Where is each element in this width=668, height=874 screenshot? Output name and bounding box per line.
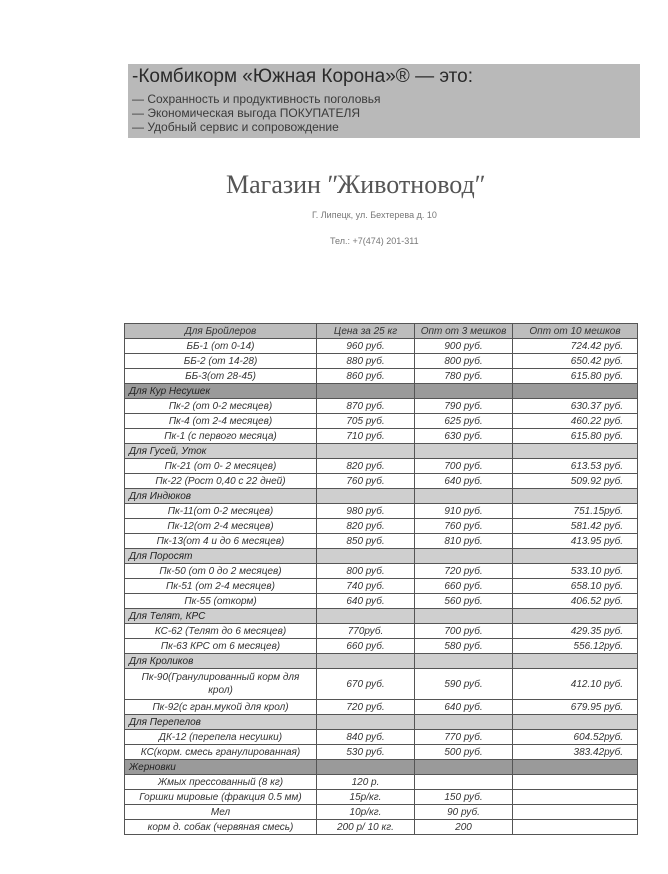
price-cell: 980 руб. bbox=[317, 504, 415, 519]
wholesale-3-cell: 810 руб. bbox=[415, 534, 513, 549]
table-row bbox=[125, 579, 638, 594]
section-label: Для Поросят bbox=[125, 549, 317, 564]
table-row bbox=[125, 534, 638, 549]
product-name-cell: ББ-2 (от 14-28) bbox=[125, 354, 317, 369]
table-row bbox=[125, 369, 638, 384]
wholesale-3-cell: 760 руб. bbox=[415, 519, 513, 534]
product-name-cell: Пк-51 (от 2-4 месяцев) bbox=[125, 579, 317, 594]
wholesale-3-cell: 625 руб. bbox=[415, 414, 513, 429]
price-cell: 15р/кг. bbox=[317, 790, 415, 805]
header-wholesale-10: Опт от 10 мешков bbox=[513, 324, 638, 339]
wholesale-3-cell: 660 руб. bbox=[415, 579, 513, 594]
section-header-cell bbox=[513, 609, 638, 624]
price-cell: 720 руб. bbox=[317, 700, 415, 715]
wholesale-3-cell: 720 руб. bbox=[415, 564, 513, 579]
table-row bbox=[125, 790, 638, 805]
wholesale-3-cell: 900 руб. bbox=[415, 339, 513, 354]
banner-title: -Комбикорм «Южная Корона»® — это: bbox=[132, 66, 473, 87]
table-row bbox=[125, 669, 638, 700]
header-category: Для Бройлеров bbox=[125, 324, 317, 339]
banner-line: — Сохранность и продуктивность поголовья bbox=[132, 92, 381, 106]
wholesale-10-cell: 413.95 руб. bbox=[513, 534, 638, 549]
price-cell: 880 руб. bbox=[317, 354, 415, 369]
wholesale-3-cell: 500 руб. bbox=[415, 745, 513, 760]
section-header-cell bbox=[415, 609, 513, 624]
wholesale-10-cell bbox=[513, 820, 638, 835]
product-name-cell: Пк-63 КРС от 6 месяцев) bbox=[125, 639, 317, 654]
section-header-cell bbox=[513, 549, 638, 564]
section-header-cell bbox=[415, 654, 513, 669]
table-row bbox=[125, 519, 638, 534]
price-cell: 670 руб. bbox=[317, 669, 415, 700]
table-row bbox=[125, 805, 638, 820]
section-header-cell bbox=[513, 489, 638, 504]
wholesale-10-cell: 615.80 руб. bbox=[513, 369, 638, 384]
wholesale-10-cell: 613.53 руб. bbox=[513, 459, 638, 474]
product-name-cell: Пк-11(от 0-2 месяцев) bbox=[125, 504, 317, 519]
section-header-cell bbox=[513, 384, 638, 399]
table-row bbox=[125, 429, 638, 444]
promo-banner bbox=[128, 64, 640, 138]
wholesale-3-cell: 90 руб. bbox=[415, 805, 513, 820]
shop-address: Г. Липецк, ул. Бехтерева д. 10 bbox=[312, 210, 437, 220]
table-row bbox=[125, 564, 638, 579]
product-name-cell: Пк-92(с гран.мукой для крол) bbox=[125, 700, 317, 715]
section-header-cell bbox=[415, 715, 513, 730]
wholesale-10-cell: 615.80 руб. bbox=[513, 429, 638, 444]
section-label: Для Кроликов bbox=[125, 654, 317, 669]
wholesale-3-cell: 580 руб. bbox=[415, 639, 513, 654]
wholesale-10-cell: 460.22 руб. bbox=[513, 414, 638, 429]
wholesale-3-cell: 560 руб. bbox=[415, 594, 513, 609]
product-name-cell: Мел bbox=[125, 805, 317, 820]
table-row bbox=[125, 820, 638, 835]
section-header-row bbox=[125, 654, 638, 669]
wholesale-3-cell: 630 руб. bbox=[415, 429, 513, 444]
table-row bbox=[125, 354, 638, 369]
wholesale-3-cell: 790 руб. bbox=[415, 399, 513, 414]
product-name-cell: Пк-4 (от 2-4 месяцев) bbox=[125, 414, 317, 429]
price-cell: 740 руб. bbox=[317, 579, 415, 594]
product-name-cell: Пк-21 (от 0- 2 месяцев) bbox=[125, 459, 317, 474]
product-name-cell: Пк-1 (с первого месяца) bbox=[125, 429, 317, 444]
table-row bbox=[125, 624, 638, 639]
table-row bbox=[125, 745, 638, 760]
section-label: Жерновки bbox=[125, 760, 317, 775]
table-row bbox=[125, 414, 638, 429]
wholesale-10-cell: 406.52 руб. bbox=[513, 594, 638, 609]
section-header-row bbox=[125, 444, 638, 459]
wholesale-10-cell: 509.92 руб. bbox=[513, 474, 638, 489]
price-cell: 800 руб. bbox=[317, 564, 415, 579]
header-price: Цена за 25 кг bbox=[317, 324, 415, 339]
product-name-cell: ББ-1 (от 0-14) bbox=[125, 339, 317, 354]
price-cell: 870 руб. bbox=[317, 399, 415, 414]
section-header-row bbox=[125, 384, 638, 399]
wholesale-10-cell: 412.10 руб. bbox=[513, 669, 638, 700]
wholesale-10-cell bbox=[513, 790, 638, 805]
price-cell: 860 руб. bbox=[317, 369, 415, 384]
price-cell: 120 р. bbox=[317, 775, 415, 790]
wholesale-10-cell: 581.42 руб. bbox=[513, 519, 638, 534]
wholesale-10-cell: 383.42руб. bbox=[513, 745, 638, 760]
table-row bbox=[125, 459, 638, 474]
table-row bbox=[125, 399, 638, 414]
wholesale-3-cell bbox=[415, 775, 513, 790]
price-cell: 820 руб. bbox=[317, 459, 415, 474]
product-name-cell: Пк-2 (от 0-2 месяцев) bbox=[125, 399, 317, 414]
section-header-cell bbox=[415, 384, 513, 399]
wholesale-3-cell: 700 руб. bbox=[415, 624, 513, 639]
price-table bbox=[124, 323, 638, 835]
section-header-cell bbox=[415, 444, 513, 459]
wholesale-10-cell: 604.52руб. bbox=[513, 730, 638, 745]
shop-title: Магазин ʺЖивотноводʺ bbox=[226, 170, 485, 199]
table-row bbox=[125, 594, 638, 609]
price-cell: 840 руб. bbox=[317, 730, 415, 745]
section-header-row bbox=[125, 760, 638, 775]
table-header-row bbox=[125, 324, 638, 339]
product-name-cell: корм д. собак (червяная смесь) bbox=[125, 820, 317, 835]
price-cell: 660 руб. bbox=[317, 639, 415, 654]
price-cell: 760 руб. bbox=[317, 474, 415, 489]
wholesale-3-cell: 770 руб. bbox=[415, 730, 513, 745]
wholesale-10-cell bbox=[513, 775, 638, 790]
section-header-cell bbox=[317, 715, 415, 730]
table-row bbox=[125, 700, 638, 715]
wholesale-3-cell: 640 руб. bbox=[415, 700, 513, 715]
product-name-cell: Пк-12(от 2-4 месяцев) bbox=[125, 519, 317, 534]
price-cell: 850 руб. bbox=[317, 534, 415, 549]
section-header-row bbox=[125, 609, 638, 624]
section-header-cell bbox=[513, 654, 638, 669]
section-header-cell bbox=[317, 489, 415, 504]
wholesale-10-cell: 429.35 руб. bbox=[513, 624, 638, 639]
product-name-cell: Пк-22 (Рост 0,40 с 22 дней) bbox=[125, 474, 317, 489]
product-name-cell: Пк-55 (откорм) bbox=[125, 594, 317, 609]
table-row bbox=[125, 639, 638, 654]
product-name-cell: Пк-50 (от 0 до 2 месяцев) bbox=[125, 564, 317, 579]
section-header-cell bbox=[317, 549, 415, 564]
section-header-cell bbox=[513, 760, 638, 775]
section-header-row bbox=[125, 549, 638, 564]
wholesale-3-cell: 590 руб. bbox=[415, 669, 513, 700]
banner-line: — Экономическая выгода ПОКУПАТЕЛЯ bbox=[132, 106, 361, 120]
section-header-cell bbox=[513, 444, 638, 459]
price-cell: 705 руб. bbox=[317, 414, 415, 429]
shop-phone: Тел.: +7(474) 201-311 bbox=[330, 236, 419, 246]
price-cell: 530 руб. bbox=[317, 745, 415, 760]
section-header-row bbox=[125, 715, 638, 730]
section-label: Для Телят, КРС bbox=[125, 609, 317, 624]
wholesale-10-cell: 724.42 руб. bbox=[513, 339, 638, 354]
header-wholesale-3: Опт от 3 мешков bbox=[415, 324, 513, 339]
section-header-cell bbox=[317, 609, 415, 624]
section-label: Для Перепелов bbox=[125, 715, 317, 730]
product-name-cell: КС(корм. смесь гранулированная) bbox=[125, 745, 317, 760]
section-header-cell bbox=[415, 489, 513, 504]
wholesale-3-cell: 700 руб. bbox=[415, 459, 513, 474]
price-cell: 820 руб. bbox=[317, 519, 415, 534]
table-row bbox=[125, 730, 638, 745]
wholesale-10-cell: 658.10 руб. bbox=[513, 579, 638, 594]
price-cell: 960 руб. bbox=[317, 339, 415, 354]
section-header-cell bbox=[317, 760, 415, 775]
section-label: Для Гусей, Уток bbox=[125, 444, 317, 459]
wholesale-3-cell: 200 bbox=[415, 820, 513, 835]
price-cell: 640 руб. bbox=[317, 594, 415, 609]
wholesale-3-cell: 150 руб. bbox=[415, 790, 513, 805]
wholesale-10-cell bbox=[513, 805, 638, 820]
section-header-cell bbox=[317, 654, 415, 669]
section-header-row bbox=[125, 489, 638, 504]
section-header-cell bbox=[415, 549, 513, 564]
wholesale-3-cell: 640 руб. bbox=[415, 474, 513, 489]
wholesale-3-cell: 910 руб. bbox=[415, 504, 513, 519]
price-cell: 770руб. bbox=[317, 624, 415, 639]
section-header-cell bbox=[513, 715, 638, 730]
product-name-cell: ДК-12 (перепела несушки) bbox=[125, 730, 317, 745]
product-name-cell: Пк-90(Гранулированный корм для крол) bbox=[125, 669, 317, 700]
product-name-cell: Пк-13(от 4 и до 6 месяцев) bbox=[125, 534, 317, 549]
price-cell: 710 руб. bbox=[317, 429, 415, 444]
section-label: Для Индюков bbox=[125, 489, 317, 504]
wholesale-10-cell: 556.12руб. bbox=[513, 639, 638, 654]
table-row bbox=[125, 775, 638, 790]
wholesale-3-cell: 780 руб. bbox=[415, 369, 513, 384]
section-label: Для Кур Несушек bbox=[125, 384, 317, 399]
wholesale-3-cell: 800 руб. bbox=[415, 354, 513, 369]
banner-line: — Удобный сервис и сопровождение bbox=[132, 120, 339, 134]
product-name-cell: ББ-3(от 28-45) bbox=[125, 369, 317, 384]
price-cell: 10р/кг. bbox=[317, 805, 415, 820]
section-header-cell bbox=[317, 384, 415, 399]
wholesale-10-cell: 650.42 руб. bbox=[513, 354, 638, 369]
wholesale-10-cell: 533.10 руб. bbox=[513, 564, 638, 579]
table-row bbox=[125, 504, 638, 519]
product-name-cell: Жмых прессованный (8 кг) bbox=[125, 775, 317, 790]
section-header-cell bbox=[317, 444, 415, 459]
wholesale-10-cell: 630.37 руб. bbox=[513, 399, 638, 414]
table-row bbox=[125, 474, 638, 489]
section-header-cell bbox=[415, 760, 513, 775]
price-table-body bbox=[125, 339, 638, 835]
wholesale-10-cell: 751.15руб. bbox=[513, 504, 638, 519]
product-name-cell: Горшки мировые (фракция 0.5 мм) bbox=[125, 790, 317, 805]
product-name-cell: КС-62 (Телят до 6 месяцев) bbox=[125, 624, 317, 639]
wholesale-10-cell: 679.95 руб. bbox=[513, 700, 638, 715]
table-row bbox=[125, 339, 638, 354]
price-cell: 200 р/ 10 кг. bbox=[317, 820, 415, 835]
